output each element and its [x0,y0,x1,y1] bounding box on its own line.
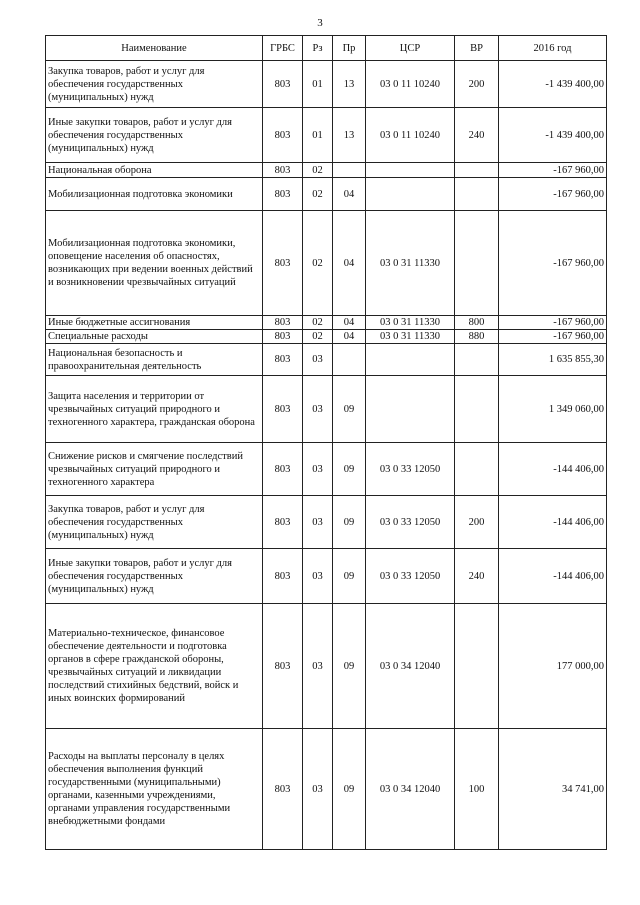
cell-csr: 03 0 31 11330 [366,330,455,344]
cell-name: Мобилизационная подготовка экономики, оповещение населения об опасностях, возникающих при ведении военных действий и возникновении чрезвычайных ситуаций [46,211,263,316]
cell-name: Иные бюджетные ассигнования [46,316,263,330]
cell-csr: 03 0 31 11330 [366,316,455,330]
header-pr: Пр [333,36,366,61]
cell-rz: 03 [303,729,333,850]
header-year: 2016 год [499,36,607,61]
cell-name: Мобилизационная подготовка экономики [46,178,263,211]
table-row [46,496,607,549]
cell-amount: -167 960,00 [499,316,607,330]
cell-csr: 03 0 33 12050 [366,443,455,496]
cell-pr: 04 [333,178,366,211]
cell-amount: 34 741,00 [499,729,607,850]
cell-name: Расходы на выплаты персоналу в целях обеспечения выполнения функций государственными (муниципальными) органами, казенными учреждениями, органами управления государственными внебюджетными фондами [46,729,263,850]
cell-csr: 03 0 34 12040 [366,729,455,850]
cell-pr: 04 [333,330,366,344]
cell-grbs: 803 [263,549,303,604]
table-row [46,108,607,163]
cell-rz: 02 [303,316,333,330]
cell-amount: -167 960,00 [499,330,607,344]
cell-name: Иные закупки товаров, работ и услуг для обеспечения государственных (муниципальных) нужд [46,549,263,604]
cell-rz: 03 [303,604,333,729]
cell-pr: 09 [333,443,366,496]
table-row [46,178,607,211]
cell-amount: -167 960,00 [499,178,607,211]
cell-vr: 800 [455,316,499,330]
cell-name: Закупка товаров, работ и услуг для обеспечения государственных (муниципальных) нужд [46,61,263,108]
cell-csr [366,178,455,211]
cell-amount: -1 439 400,00 [499,108,607,163]
cell-grbs: 803 [263,496,303,549]
cell-rz: 03 [303,344,333,376]
table-row [46,163,607,178]
table-row [46,211,607,316]
cell-amount: -144 406,00 [499,443,607,496]
header-grbs: ГРБС [263,36,303,61]
table-row [46,604,607,729]
cell-vr [455,604,499,729]
cell-vr: 200 [455,61,499,108]
cell-amount: -1 439 400,00 [499,61,607,108]
cell-csr: 03 0 11 10240 [366,108,455,163]
cell-amount: -144 406,00 [499,496,607,549]
table-row [46,729,607,850]
cell-csr [366,344,455,376]
header-row [46,36,607,61]
header-rz: Рз [303,36,333,61]
cell-grbs: 803 [263,178,303,211]
cell-vr [455,178,499,211]
cell-amount: 177 000,00 [499,604,607,729]
cell-vr: 240 [455,549,499,604]
cell-name: Материально-техническое, финансовое обеспечение деятельности и подготовка органов в сфере гражданской обороны, чрезвычайных ситуаций и ликвидации последствий стихийных бедствий, войск и иных воинских формирований [46,604,263,729]
cell-name: Снижение рисков и смягчение последствий чрезвычайных ситуаций природного и техногенного характера [46,443,263,496]
cell-csr: 03 0 31 11330 [366,211,455,316]
cell-pr: 09 [333,604,366,729]
cell-rz: 03 [303,443,333,496]
cell-vr [455,443,499,496]
cell-rz: 01 [303,61,333,108]
cell-grbs: 803 [263,443,303,496]
table-row [46,376,607,443]
cell-pr: 09 [333,549,366,604]
cell-pr [333,163,366,178]
cell-name: Иные закупки товаров, работ и услуг для обеспечения государственных (муниципальных) нужд [46,108,263,163]
cell-grbs: 803 [263,604,303,729]
cell-pr: 09 [333,496,366,549]
cell-pr: 13 [333,61,366,108]
cell-rz: 02 [303,211,333,316]
cell-name: Закупка товаров, работ и услуг для обеспечения государственных (муниципальных) нужд [46,496,263,549]
budget-table [45,35,607,850]
cell-grbs: 803 [263,376,303,443]
cell-csr: 03 0 11 10240 [366,61,455,108]
cell-csr [366,376,455,443]
cell-rz: 03 [303,376,333,443]
header-csr: ЦСР [366,36,455,61]
cell-pr: 09 [333,376,366,443]
cell-vr [455,376,499,443]
cell-grbs: 803 [263,108,303,163]
table-row [46,443,607,496]
cell-name: Национальная оборона [46,163,263,178]
cell-vr: 100 [455,729,499,850]
cell-csr [366,163,455,178]
page-number: 3 [317,17,323,29]
cell-rz: 02 [303,330,333,344]
cell-grbs: 803 [263,330,303,344]
cell-grbs: 803 [263,344,303,376]
cell-grbs: 803 [263,729,303,850]
cell-vr [455,211,499,316]
cell-pr [333,344,366,376]
cell-vr [455,344,499,376]
cell-grbs: 803 [263,61,303,108]
table-row [46,330,607,344]
cell-pr: 04 [333,316,366,330]
cell-vr [455,163,499,178]
cell-name: Защита населения и территории от чрезвычайных ситуаций природного и техногенного характера, гражданская оборона [46,376,263,443]
cell-name: Специальные расходы [46,330,263,344]
table-row [46,61,607,108]
header-name: Наименование [46,36,263,61]
cell-rz: 02 [303,163,333,178]
cell-amount: 1 635 855,30 [499,344,607,376]
cell-rz: 03 [303,496,333,549]
cell-grbs: 803 [263,211,303,316]
table-row [46,549,607,604]
table-row [46,316,607,330]
cell-rz: 03 [303,549,333,604]
cell-amount: -167 960,00 [499,163,607,178]
cell-csr: 03 0 33 12050 [366,496,455,549]
cell-csr: 03 0 33 12050 [366,549,455,604]
header-vr: ВР [455,36,499,61]
cell-name: Национальная безопасность и правоохранительная деятельность [46,344,263,376]
cell-pr: 09 [333,729,366,850]
cell-vr: 880 [455,330,499,344]
cell-rz: 01 [303,108,333,163]
cell-csr: 03 0 34 12040 [366,604,455,729]
table-row [46,344,607,376]
cell-grbs: 803 [263,316,303,330]
cell-amount: 1 349 060,00 [499,376,607,443]
cell-rz: 02 [303,178,333,211]
cell-amount: -144 406,00 [499,549,607,604]
cell-pr: 13 [333,108,366,163]
cell-pr: 04 [333,211,366,316]
cell-vr: 200 [455,496,499,549]
cell-vr: 240 [455,108,499,163]
cell-amount: -167 960,00 [499,211,607,316]
cell-grbs: 803 [263,163,303,178]
